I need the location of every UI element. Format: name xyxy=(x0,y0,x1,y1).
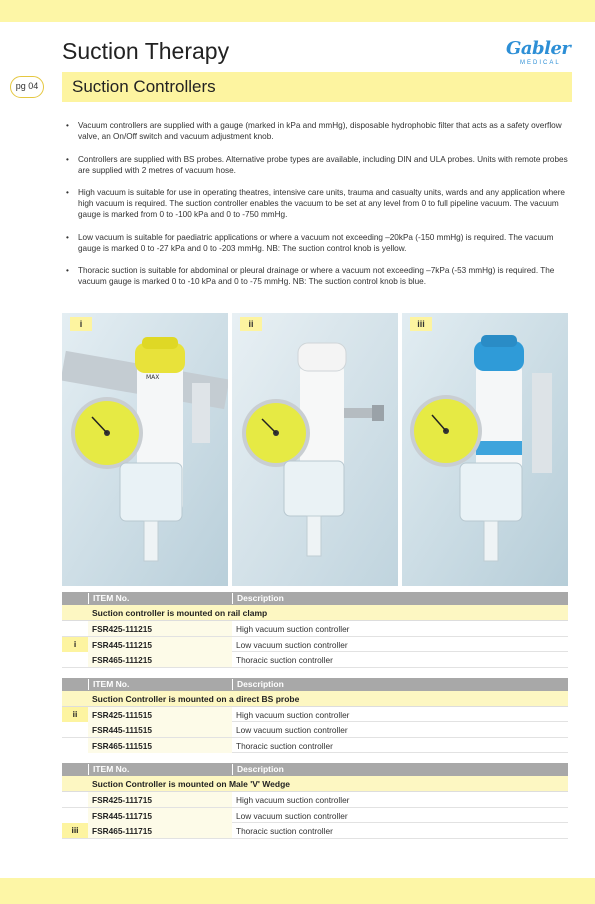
table-header xyxy=(62,678,568,691)
table-row xyxy=(62,738,568,754)
table-row xyxy=(62,621,568,637)
column-header-description: Description xyxy=(232,679,284,690)
item-description: Low vacuum suction controller xyxy=(236,725,348,735)
bullet-item: • Vacuum controllers are supplied with a gauge (marked in kPa and mmHg), disposable hydrophobic filter that acts as a safety overflow valve, an On/Off switch and vacuum adjustment knob. xyxy=(64,120,569,142)
item-description: High vacuum suction controller xyxy=(236,795,350,805)
item-description: Thoracic suction controller xyxy=(236,655,333,665)
table-header xyxy=(62,763,568,776)
table-row xyxy=(62,808,568,824)
photo-tag: ii xyxy=(240,317,262,331)
item-code: FSR425-111215 xyxy=(92,624,152,634)
suction-controller-illustration xyxy=(402,313,568,586)
item-description: Low vacuum suction controller xyxy=(236,810,348,821)
item-table-male-v-wedge xyxy=(62,763,568,839)
photo-tag: iii xyxy=(410,317,432,331)
row-marker: iii xyxy=(62,823,88,838)
gauge-max-label: MAX xyxy=(146,374,160,381)
item-code: FSR465-111515 xyxy=(92,740,152,751)
suction-controller-illustration xyxy=(232,313,398,586)
column-header-item: ITEM No. xyxy=(88,593,129,604)
bullet-item: • Low vacuum is suitable for paediatric applications or where a vacuum not exceeding –20kPa (-150 mmHg) is required. The vacuum gauge is marked 0 to -27 kPa and 0 to -203 mmHg. NB: The suction control knob is yellow. xyxy=(64,232,569,254)
bullet-item: • Thoracic suction is suitable for abdominal or pleural drainage or where a vacuum not exceeding –7kPa (-53 mmHg) is required. The vacuum gauge is marked 0 to -10 kPa and 0 to -75 mmHg. NB: The suction control knob is blue. xyxy=(64,265,569,287)
table-row xyxy=(62,707,568,723)
table-row xyxy=(62,823,568,839)
suction-controller-illustration xyxy=(62,313,228,586)
table-section-title: Suction Controller is mounted on a direct BS probe xyxy=(62,691,568,707)
table-row xyxy=(62,792,568,808)
product-photo-strip xyxy=(62,313,568,586)
column-header-item: ITEM No. xyxy=(88,764,129,775)
item-description: Thoracic suction controller xyxy=(236,826,333,836)
row-marker: i xyxy=(62,637,88,652)
item-description: High vacuum suction controller xyxy=(236,709,350,720)
section-subtitle-bar xyxy=(62,72,572,102)
item-code: FSR445-111515 xyxy=(92,725,152,735)
table-header xyxy=(62,592,568,605)
column-header-description: Description xyxy=(232,764,284,775)
photo-tag: i xyxy=(70,317,92,331)
item-tables xyxy=(62,592,568,849)
logo-subtext: MEDICAL xyxy=(520,60,561,66)
section-subtitle: Suction Controllers xyxy=(72,77,216,96)
item-table-direct-bs-probe xyxy=(62,678,568,754)
feature-bullet-list xyxy=(64,120,569,299)
top-color-band xyxy=(0,0,595,22)
item-code: FSR425-111515 xyxy=(92,709,152,720)
bullet-item: • Controllers are supplied with BS probes. Alternative probe types are available, including DIN and ULA probes. Units with remote probes are supplied with 2 metres of vacuum hose. xyxy=(64,154,569,176)
knob xyxy=(298,343,346,371)
brand-logo xyxy=(502,38,574,74)
item-code: FSR445-111215 xyxy=(92,639,152,650)
item-table-rail-clamp xyxy=(62,592,568,668)
page-number-badge: pg 04 xyxy=(10,76,44,98)
product-photo-i xyxy=(62,313,228,586)
item-code: FSR465-111715 xyxy=(92,826,152,836)
bottom-color-band xyxy=(0,878,595,904)
item-description: Thoracic suction controller xyxy=(236,740,333,751)
column-header-item: ITEM No. xyxy=(88,679,129,690)
row-marker: ii xyxy=(62,707,88,722)
table-section-title: Suction Controller is mounted on Male 'V' Wedge xyxy=(62,776,568,792)
table-row xyxy=(62,652,568,668)
product-photo-ii xyxy=(232,313,398,586)
column-header-description: Description xyxy=(232,593,284,604)
bullet-item: • High vacuum is suitable for use in operating theatres, intensive care units, trauma and casualty units, wards and any application where high vacuum is required. The suction controller enables the vacuum to be set at any level from 0 to full pipeline vacuum. The vacuum gauge is marked from 0 to -100 kPa and 0 to -750 mmHg. xyxy=(64,187,569,220)
logo-text: Gabler xyxy=(506,38,571,59)
item-code: FSR465-111215 xyxy=(92,655,152,665)
product-photo-iii xyxy=(402,313,568,586)
page-title: Suction Therapy xyxy=(62,38,230,64)
item-code: FSR425-111715 xyxy=(92,795,152,805)
item-code: FSR445-111715 xyxy=(92,810,152,821)
table-row xyxy=(62,637,568,653)
item-description: Low vacuum suction controller xyxy=(236,639,348,650)
table-section-title: Suction controller is mounted on rail clamp xyxy=(62,605,568,621)
item-description: High vacuum suction controller xyxy=(236,624,350,634)
table-row xyxy=(62,722,568,738)
